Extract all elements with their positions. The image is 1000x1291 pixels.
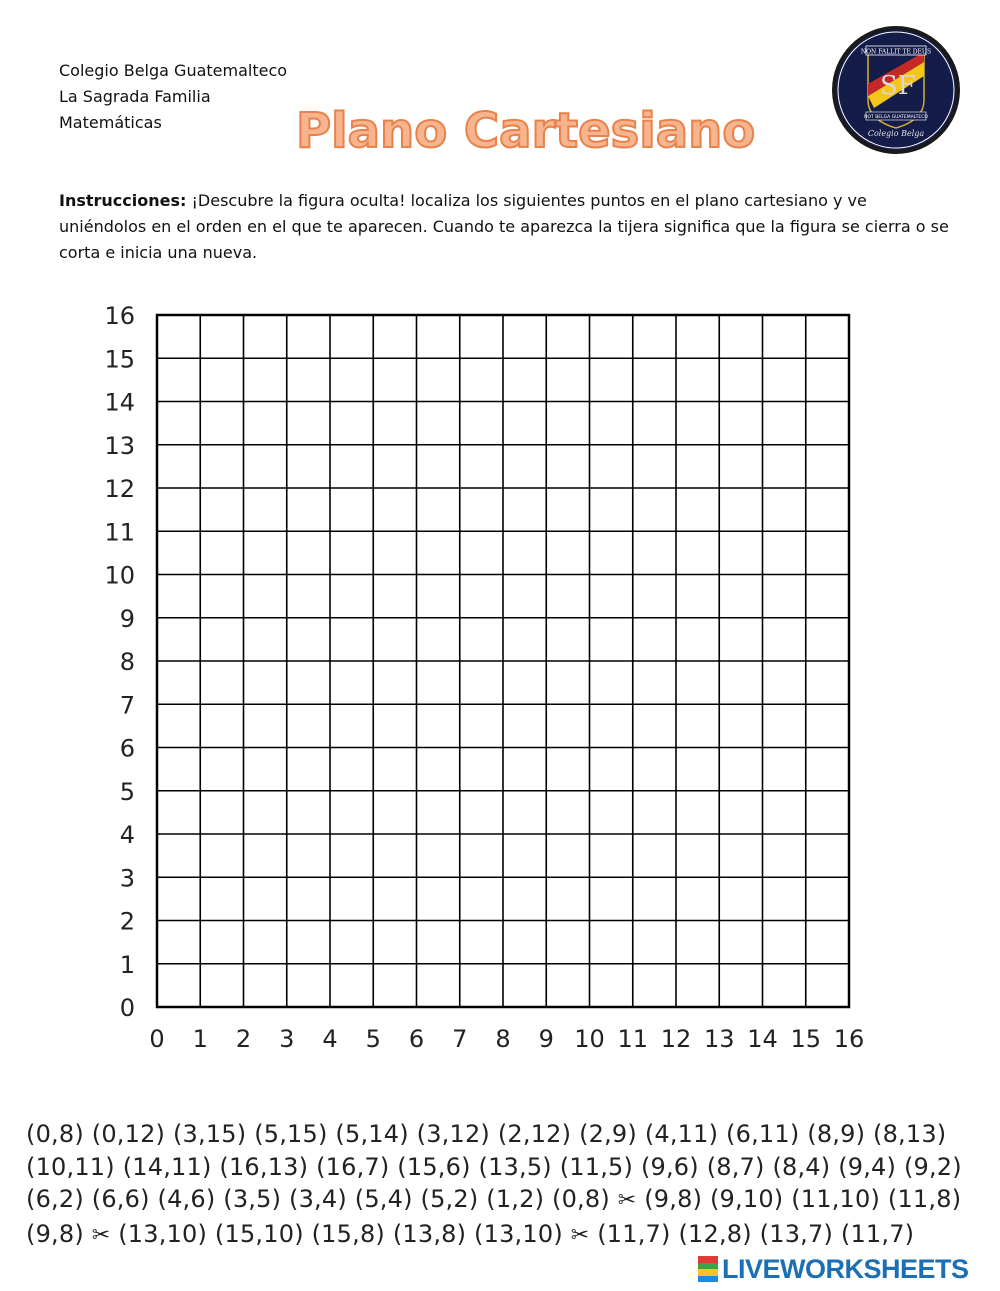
point-coordinate: (9,2) [903,1152,962,1181]
x-tick-label: 7 [452,1025,468,1053]
point-coordinate: (5,15) [254,1120,328,1148]
point-coordinate: (14,11) [122,1152,212,1181]
point-coordinate: (3,4) [289,1185,347,1213]
point-coordinate: (13,7) [759,1219,834,1248]
y-tick-label: 3 [119,864,135,893]
point-coordinate: (8,13) [873,1120,947,1148]
point-coordinate: (6,6) [91,1185,150,1213]
logo-motto-banner: NOT BELGA GUATEMALTECO [864,115,928,120]
point-coordinate: (8,7) [706,1152,765,1181]
liveworksheets-badge-icon [698,1256,718,1282]
x-tick-label: 3 [279,1025,295,1053]
x-tick-label: 12 [660,1025,692,1053]
point-coordinate: (13,5) [478,1152,552,1181]
instructions [59,188,949,266]
point-coordinate: (4,6) [157,1185,216,1213]
point-coordinate: (16,7) [316,1152,390,1181]
point-coordinate: (11,10) [791,1185,881,1213]
point-coordinate: (15,10) [214,1219,304,1248]
point-coordinate: (9,4) [838,1152,897,1181]
point-coordinate: (13,10) [118,1219,208,1248]
point-coordinate: (15,8) [311,1219,385,1248]
page-title: Plano Cartesiano [296,103,756,159]
y-tick-label: 14 [104,388,135,417]
point-coordinate: (3,12) [416,1120,490,1148]
point-coordinate: (4,11) [644,1120,719,1148]
point-coordinate: (15,6) [397,1152,471,1181]
x-tick-label: 2 [235,1025,252,1053]
points-line [26,1183,991,1218]
point-coordinate: (8,9) [807,1120,866,1148]
points-line [26,1218,991,1253]
logo-monogram: SF [880,71,916,101]
subject-name: Matemáticas [59,113,162,132]
y-tick-label: 8 [119,648,135,676]
cartesian-plane[interactable] [0,290,1000,1070]
point-coordinate: (11,7) [840,1219,915,1248]
point-coordinate: (5,4) [354,1185,413,1213]
points-line [26,1151,991,1184]
point-coordinate: (1,2) [486,1185,545,1213]
x-tick-label: 14 [747,1025,778,1053]
point-coordinate: (10,11) [26,1152,115,1181]
instructions-label: Instrucciones: [59,191,187,210]
y-tick-label: 1 [119,950,135,979]
point-coordinate: (6,2) [26,1185,84,1213]
points-line [26,1118,991,1151]
scissors-icon: ✂ [617,1188,637,1213]
badge-stripe [698,1276,718,1283]
y-tick-label: 6 [119,734,135,763]
x-tick-label: 6 [408,1025,425,1053]
y-tick-label: 9 [119,604,135,633]
point-coordinate: (11,5) [559,1152,634,1181]
points-list [26,1118,991,1252]
x-tick-label: 8 [495,1025,511,1053]
y-tick-label: 16 [104,302,135,330]
x-tick-label: 0 [149,1025,165,1053]
x-tick-label: 9 [538,1025,554,1053]
point-coordinate: (16,13) [219,1152,309,1181]
point-coordinate: (0,8) [26,1120,84,1148]
x-tick-label: 5 [365,1025,381,1053]
point-coordinate: (13,8) [392,1219,467,1248]
point-coordinate: (2,12) [497,1120,572,1148]
point-coordinate: (9,10) [709,1185,784,1213]
point-coordinate: (11,7) [597,1219,671,1248]
y-tick-label: 12 [104,475,135,503]
point-coordinate: (12,8) [678,1219,752,1248]
campus-name: La Sagrada Familia [59,87,211,106]
point-coordinate: (5,2) [420,1185,479,1213]
liveworksheets-brand: LIVEWORKSHEETS [722,1253,969,1284]
y-tick-label: 15 [104,345,135,374]
x-tick-label: 16 [833,1025,865,1053]
scissors-icon: ✂ [91,1222,111,1248]
point-coordinate: (11,8) [887,1185,962,1213]
point-coordinate: (9,6) [640,1152,699,1181]
y-tick-label: 2 [119,907,135,936]
y-tick-label: 10 [104,561,135,590]
y-tick-label: 7 [119,691,135,720]
school-header [59,58,287,136]
point-coordinate: (8,4) [772,1152,831,1181]
y-tick-label: 13 [104,431,135,460]
x-tick-label: 1 [192,1025,208,1053]
liveworksheets-logo [698,1255,969,1283]
point-coordinate: (6,11) [726,1120,800,1148]
school-name: Colegio Belga Guatemalteco [59,61,288,80]
point-coordinate: (3,15) [172,1120,247,1148]
point-coordinate: (0,8) [552,1185,610,1213]
point-coordinate: (5,14) [335,1120,409,1148]
point-coordinate: (0,12) [91,1120,166,1148]
x-tick-label: 4 [322,1025,338,1053]
y-tick-label: 4 [119,821,135,849]
instructions-text: ¡Descubre la figura oculta! localiza los siguientes puntos en el plano cartesiano y ve uniéndolos en el orden en el que te aparecen. Cuando te aparezca la tijera significa que la figura se cierra o se corta e inicia una nueva. [59,191,949,262]
y-tick-label: 5 [119,777,135,806]
point-coordinate: (2,9) [579,1120,637,1148]
point-coordinate: (3,5) [223,1185,282,1213]
x-tick-label: 13 [703,1025,735,1053]
y-tick-label: 0 [119,994,135,1022]
point-coordinate: (9,8) [644,1185,703,1213]
point-coordinate: (13,10) [474,1219,563,1248]
logo-script: Colegio Belga [867,129,925,138]
x-tick-label: 10 [574,1025,605,1053]
logo-motto-top: NON FALLIT TE DEUS [860,48,932,56]
point-coordinate: (9,8) [26,1219,84,1248]
y-tick-label: 11 [104,518,135,547]
scissors-icon: ✂ [570,1222,590,1248]
x-tick-label: 11 [617,1025,649,1053]
x-tick-label: 15 [790,1025,822,1053]
school-logo [830,24,962,156]
grid-svg[interactable] [0,290,1000,1070]
